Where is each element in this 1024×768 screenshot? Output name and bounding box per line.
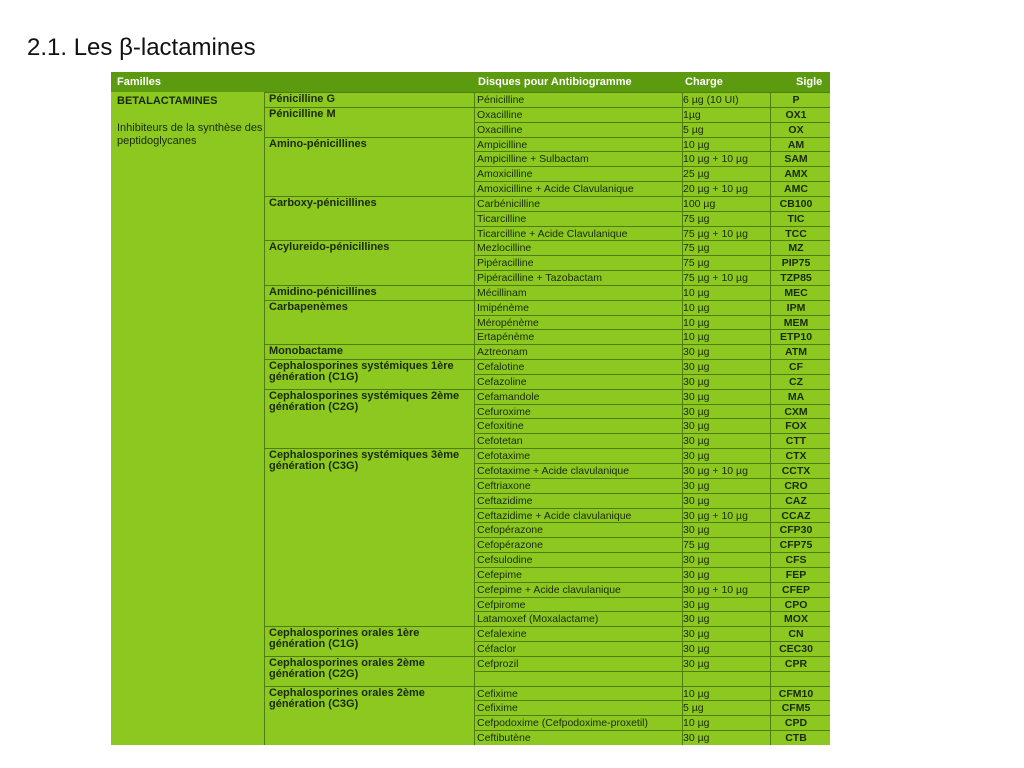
sigle-cell: CEC30 [779,643,813,656]
sigle-cell: MOX [784,613,808,626]
disk-cell: Cefazoline [477,375,527,388]
table-row [474,448,830,464]
table-row [474,151,830,167]
sigle-cell: CXM [784,405,808,418]
charge-cell: 30 µg [683,598,710,611]
disk-cell: Méropénème [477,316,539,329]
sigle-cell: CN [788,628,804,641]
sigle-cell: CFM5 [781,702,811,715]
table-row [474,671,830,687]
disk-cell: Céfaclor [477,643,517,656]
charge-cell: 10 µg [683,301,710,314]
subfamily-group: Cephalosporines orales 2ème génération (C2G) [265,656,474,686]
charge-cell: 30 µg [683,643,710,656]
charge-cell: 30 µg [683,390,710,403]
charge-cell: 10 µg + 10 µg [683,153,748,166]
disk-cell: Ceftibutène [477,732,531,745]
table-row [474,359,830,375]
charge-cell: 30 µg [683,628,710,641]
disk-cell: Cefixime [477,702,518,715]
disk-cell: Cefixime [477,687,518,700]
table-row [474,611,830,627]
table-row [474,329,830,345]
disk-cell: Cefepime + Acide clavulanique [477,583,621,596]
charge-cell: 30 µg [683,732,710,745]
charge-cell: 30 µg [683,554,710,567]
disk-cell: Mécillinam [477,286,527,299]
charge-cell: 10 µg [683,138,710,151]
charge-cell: 25 µg [683,168,710,181]
sigle-cell: CCTX [781,465,811,477]
sigle-cell: OX [788,123,804,136]
disk-cell: Cefotetan [477,435,523,448]
sigle-cell: MA [787,390,805,403]
charge-cell: 10 µg [683,316,710,329]
table-row [474,552,830,568]
sigle-cell: CB100 [779,197,813,210]
table-header [111,72,830,92]
table-row [474,255,830,271]
table-row [474,285,830,301]
charge-cell: 75 µg + 10 µg [683,272,748,285]
disk-cell: Ceftazidime + Acide clavulanique [477,509,632,522]
table-row [474,344,830,360]
table-row [474,211,830,227]
disk-cell: Ampicilline [477,138,528,151]
charge-cell: 30 µg [683,375,710,388]
table-row [474,270,830,286]
sigle-cell: MEM [783,316,809,329]
charge-cell: 30 µg [683,450,710,463]
sigle-cell: CFS [785,554,807,567]
subfamily-group: Acylureido-pénicillines [265,240,474,285]
sigle-cell: ATM [785,346,807,359]
disk-cell: Pipéracilline + Tazobactam [477,272,603,285]
disk-cell: Ertapénème [477,331,535,344]
disk-cell: Cefsulodine [477,554,533,567]
table-row [474,315,830,331]
sigle-cell: AMC [784,183,808,196]
subfamily-group: Carbapenèmes [265,300,474,345]
sigle-cell: CTB [785,732,807,745]
table-row [474,715,830,731]
table-row [474,374,830,390]
charge-cell: 30 µg [683,435,710,448]
sigle-cell: PIP75 [781,257,811,270]
sigle-cell: CTT [785,435,807,448]
subfamily-group: Monobactame [265,344,474,359]
disk-cell: Latamoxef (Moxalactame) [477,613,599,626]
table-row [474,730,830,746]
sigle-cell: TIC [787,212,805,225]
table-row [474,463,830,479]
subfamily-group: Cephalosporines orales 1ère génération (C1G) [265,626,474,656]
disk-cell: Oxacilline [477,123,523,136]
disk-cell: Cefopérazone [477,539,543,552]
sigle-cell: TCC [785,227,807,240]
sigle-cell: CFM10 [778,687,814,700]
sigle-cell: TZP85 [780,272,812,285]
charge-cell: 30 µg + 10 µg [683,509,748,522]
disk-cell: Ampicilline + Sulbactam [477,153,589,166]
disk-cell: Cefepime [477,568,522,581]
charge-cell: 75 µg [683,539,710,552]
table-row [474,196,830,212]
table-row [474,166,830,182]
family-description: Inhibiteurs de la synthèse des peptidoglycanes [117,122,263,147]
charge-cell: 30 µg [683,613,710,626]
sigle-cell: MEC [784,286,808,299]
charge-cell: 75 µg [683,242,710,255]
subfamily-group: Cephalosporines orales 2ème génération (C3G) [265,686,474,745]
table-row [474,641,830,657]
table-row [474,92,830,108]
charge-cell: 30 µg [683,420,710,433]
table-row [474,597,830,613]
charge-cell: 20 µg + 10 µg [683,183,748,196]
disk-cell: Cefuroxime [477,405,531,418]
table-row [474,107,830,123]
disk-rows [474,92,830,745]
disk-cell: Oxacilline [477,108,523,121]
disk-cell: Cefamandole [477,390,540,403]
table-row [474,567,830,583]
sigle-cell: AM [787,138,805,151]
sigle-cell: CZ [789,375,803,388]
disk-cell: Ticarcilline [477,212,527,225]
sigle-cell: CFP30 [779,524,813,537]
charge-cell: 30 µg [683,479,710,492]
header-sigle: Sigle [796,76,823,88]
sigle-cell: CFEP [781,583,810,596]
subfamily-group: Amidino-pénicillines [265,285,474,300]
disk-cell: Pipéracilline [477,257,534,270]
table-row [474,226,830,242]
table-row [474,493,830,509]
disk-cell: Cefprozil [477,657,519,670]
sigle-cell: CPR [784,657,808,670]
family-name: BETALACTAMINES [117,95,218,107]
disk-cell: Ceftriaxone [477,479,531,492]
table-row [474,656,830,672]
disk-cell: Imipénème [477,301,529,314]
charge-cell: 10 µg [683,687,710,700]
sigle-cell: CCAZ [781,509,811,522]
table-row [474,686,830,702]
charge-cell: 10 µg [683,331,710,344]
disk-cell: Amoxicilline + Acide Clavulanique [477,183,634,196]
table-row [474,240,830,256]
charge-cell: 1µg [683,108,701,121]
disk-cell: Cefoxitine [477,420,524,433]
table-row [474,700,830,716]
subfamily-group: Pénicilline G [265,92,474,107]
sigle-cell: AMX [784,168,808,181]
antibiogram-table [111,72,830,745]
sigle-cell: CF [789,361,803,374]
disk-cell: Ticarcilline + Acide Clavulanique [477,227,628,240]
header-disks: Disques pour Antibiogramme [478,76,632,88]
charge-cell: 30 µg [683,657,710,670]
table-row [474,404,830,420]
sigle-cell: IPM [786,301,806,314]
charge-cell: 30 µg [683,405,710,418]
charge-cell: 30 µg + 10 µg [683,583,748,596]
charge-cell: 30 µg + 10 µg [683,465,748,477]
sigle-cell: CRO [784,479,808,492]
table-row [474,582,830,598]
sigle-cell: MZ [788,242,804,255]
disk-cell: Cefopérazone [477,524,543,537]
table-row [474,181,830,197]
charge-cell: 30 µg [683,346,710,359]
subfamily-group: Cephalosporines systémiques 1ère génération (C1G) [265,359,474,389]
table-row [474,122,830,138]
charge-cell: 10 µg [683,286,710,299]
table-row [474,537,830,553]
charge-cell: 30 µg [683,361,710,374]
sigle-cell: FOX [785,420,807,433]
table-row [474,508,830,524]
charge-cell: 5 µg [683,123,704,136]
sigle-cell: ETP10 [779,331,813,344]
sigle-cell: CTX [785,450,807,463]
sigle-cell: CAZ [785,494,807,507]
charge-cell: 100 µg [683,197,716,210]
disk-cell: Carbénicilline [477,197,541,210]
disk-cell: Cefotaxime + Acide clavulanique [477,465,630,477]
charge-cell: 30 µg [683,524,710,537]
disk-cell: Pénicilline [477,94,525,106]
table-row [474,389,830,405]
table-row [474,300,830,316]
charge-cell: 10 µg [683,717,710,730]
charge-cell: 30 µg [683,494,710,507]
table-row [474,433,830,449]
family-column [111,92,265,745]
header-families: Familles [117,76,162,88]
subfamily-column [265,92,475,745]
charge-cell: 75 µg + 10 µg [683,227,748,240]
subfamily-group: Cephalosporines systémiques 2ème génération (C2G) [265,389,474,448]
subfamily-group: Amino-pénicillines [265,137,474,196]
disk-cell: Cefpodoxime (Cefpodoxime-proxetil) [477,717,648,730]
sigle-cell: OX1 [785,108,807,121]
disk-cell: Aztreonam [477,346,528,359]
charge-cell: 6 µg (10 UI) [683,94,739,106]
disk-cell: Amoxicilline [477,168,533,181]
slide-title: 2.1. Les β-lactamines [27,34,256,61]
table-row [474,478,830,494]
charge-cell: 75 µg [683,257,710,270]
charge-cell: 5 µg [683,702,704,715]
disk-cell: Ceftazidime [477,494,533,507]
disk-cell: Mezlocilline [477,242,532,255]
table-row [474,626,830,642]
sigle-cell: CFP75 [779,539,813,552]
charge-cell: 75 µg [683,212,710,225]
header-charge: Charge [685,76,723,88]
subfamily-group: Pénicilline M [265,107,474,137]
table-row [474,522,830,538]
sigle-cell: CPD [784,717,808,730]
sigle-cell: FEP [785,568,807,581]
disk-cell: Cefotaxime [477,450,531,463]
subfamily-group: Cephalosporines systémiques 3ème génération (C3G) [265,448,474,626]
disk-cell: Cefpirome [477,598,526,611]
disk-cell: Cefalexine [477,628,527,641]
table-row [474,137,830,153]
sigle-cell: CPO [784,598,808,611]
table-row [474,418,830,434]
sigle-cell: P [792,94,800,106]
subfamily-group: Carboxy-pénicillines [265,196,474,241]
disk-cell: Cefalotine [477,361,525,374]
sigle-cell: SAM [784,153,808,166]
charge-cell: 30 µg [683,568,710,581]
